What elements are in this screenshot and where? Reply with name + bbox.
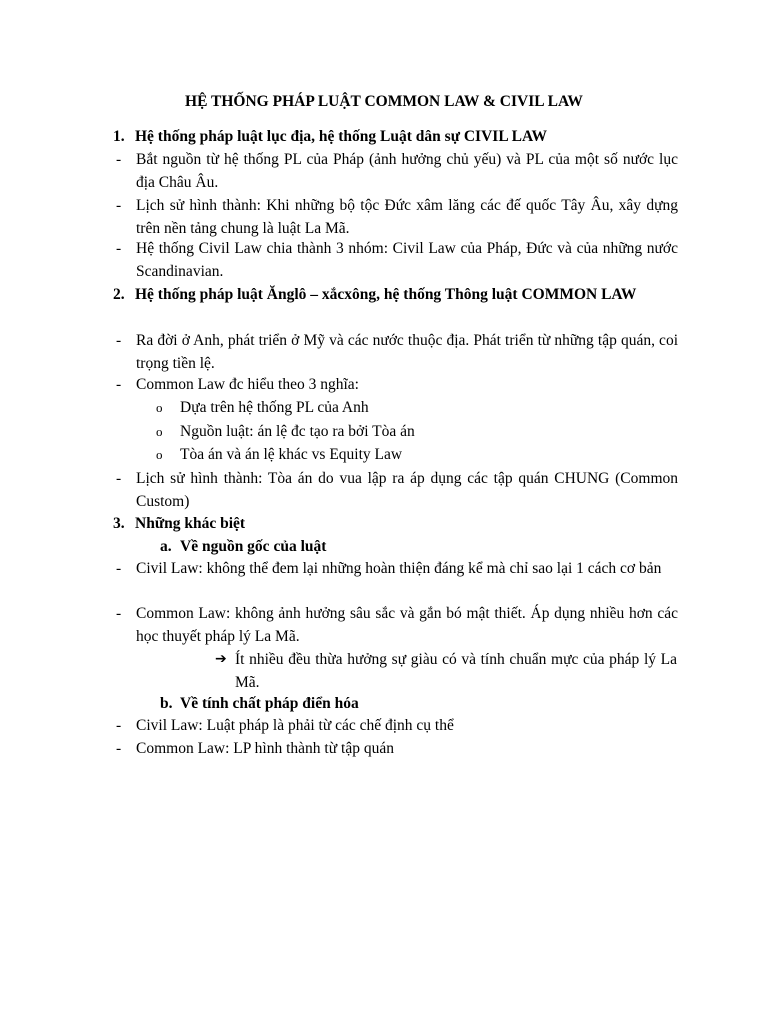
bullet-dash: - — [116, 740, 122, 757]
bullet-text: Common Law đc hiểu theo 3 nghĩa: — [136, 376, 359, 393]
bullet-text: Civil Law: không thể đem lại những hoàn thiện đáng kể mà chỉ sao lại 1 cách cơ bản — [136, 560, 662, 577]
subsection-letter: a. — [160, 538, 172, 555]
list-item — [116, 148, 678, 194]
arrow-right-icon: ➔ — [215, 651, 227, 667]
list-item — [116, 373, 678, 396]
section-1-heading — [113, 125, 678, 148]
circle-bullet-icon: o — [156, 424, 163, 439]
circle-bullet-icon: o — [156, 400, 163, 415]
sub-item-text: Nguồn luật: án lệ đc tạo ra bởi Tòa án — [180, 423, 415, 440]
conclusion-text: Ít nhiều đều thừa hưởng sự giàu có và tính chuẩn mực của pháp lý La Mã. — [235, 651, 677, 691]
section-3-heading — [113, 512, 678, 535]
bullet-dash: - — [116, 197, 122, 214]
list-item — [116, 737, 678, 760]
bullet-dash: - — [116, 376, 122, 393]
bullet-text: Common Law: LP hình thành từ tập quán — [136, 740, 394, 757]
sub-item-text: Dựa trên hệ thống PL của Anh — [180, 399, 369, 416]
list-item — [116, 194, 678, 240]
bullet-dash: - — [116, 560, 122, 577]
subsection-b-heading — [160, 692, 680, 715]
list-item — [116, 467, 678, 513]
sub-list-item — [156, 420, 676, 443]
conclusion-item — [215, 648, 677, 694]
list-item — [116, 237, 678, 283]
sub-item-text: Tòa án và án lệ khác vs Equity Law — [180, 446, 403, 463]
document-title: HỆ THỐNG PHÁP LUẬT COMMON LAW & CIVIL LAW — [185, 93, 583, 110]
subsection-heading-text: Về nguồn gốc của luật — [180, 538, 327, 555]
section-heading-text: Hệ thống pháp luật lục địa, hệ thống Luật dân sự CIVIL LAW — [135, 128, 547, 145]
bullet-text: Civil Law: Luật pháp là phải từ các chế định cụ thể — [136, 717, 454, 734]
subsection-heading-text: Về tính chất pháp điển hóa — [180, 695, 359, 712]
bullet-dash: - — [116, 332, 122, 349]
bullet-text: Lịch sử hình thành: Khi những bộ tộc Đức xâm lăng các đế quốc Tây Âu, xây dựng trên nền tảng chung là luật La Mã. — [136, 197, 678, 237]
list-item — [116, 714, 678, 737]
section-number: 2. — [113, 286, 125, 303]
subsection-a-heading — [160, 535, 680, 558]
bullet-text: Ra đời ở Anh, phát triển ở Mỹ và các nước thuộc địa. Phát triển từ những tập quán, coi trọng tiền lệ. — [136, 332, 678, 372]
section-number: 3. — [113, 515, 125, 532]
bullet-dash: - — [116, 717, 122, 734]
bullet-text: Common Law: không ảnh hưởng sâu sắc và gắn bó mật thiết. Áp dụng nhiều hơn các học thuyết pháp lý La Mã. — [136, 605, 678, 645]
list-item — [116, 329, 678, 375]
circle-bullet-icon: o — [156, 447, 163, 462]
list-item — [116, 557, 678, 580]
bullet-dash: - — [116, 151, 122, 168]
bullet-dash: - — [116, 470, 122, 487]
bullet-text: Lịch sử hình thành: Tòa án do vua lập ra áp dụng các tập quán CHUNG (Common Custom) — [136, 470, 678, 510]
bullet-dash: - — [116, 605, 122, 622]
section-heading-text: Những khác biệt — [135, 515, 246, 532]
bullet-dash: - — [116, 240, 122, 257]
section-heading-text: Hệ thống pháp luật Ănglô – xắcxông, hệ thống Thông luật COMMON LAW — [135, 286, 637, 303]
section-2-heading — [113, 283, 678, 306]
bullet-text: Hệ thống Civil Law chia thành 3 nhóm: Civil Law của Pháp, Đức và của những nước Scandinavian. — [136, 240, 678, 280]
section-number: 1. — [113, 128, 125, 145]
sub-list-item — [156, 396, 676, 419]
sub-list-item — [156, 443, 676, 466]
subsection-letter: b. — [160, 695, 173, 712]
bullet-text: Bắt nguồn từ hệ thống PL của Pháp (ảnh hưởng chủ yếu) và PL của một số nước lục địa Châu Âu. — [136, 151, 678, 191]
list-item — [116, 602, 678, 648]
